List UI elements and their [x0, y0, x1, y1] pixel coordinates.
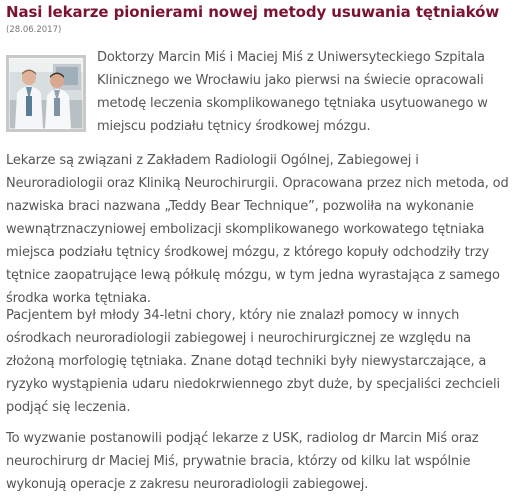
article-paragraph: Lekarze są związani z Zakładem Radiologii Ogólnej, Zabiegowej i Neuroradiologii oraz Kliniką Neurochirurgii. Opracowana przez nich metoda, od nazwiska braci nazwana „Teddy Bear Technique”, pozwoliła na wykonanie wewnątrznaczyniowej embolizacji skomplikowanego workowatego tętniaka miejsca podziału tętnicy środkowej mózgu, z którego kopuły odchodziły trzy tętnice zaopatrujące lewą półkulę mózgu, w tym jedna wyrastająca z samego środka worka tętniaka.	[6, 153, 509, 306]
article-intro: Doktorzy Marcin Miś i Maciej Miś z Uniwersyteckiego Szpitala Klinicznego we Wrocławiu jako pierwsi na świecie opracowali metodę leczenia skomplikowanego tętniaka usytuowanego w miejscu podziału tętnicy środkowej mózgu.	[97, 50, 488, 134]
article-photo	[6, 55, 86, 132]
article-date: (28.06.2017)	[6, 25, 62, 35]
article-title[interactable]: Nasi lekarze pionierami nowej metody usuwania tętniaków	[6, 3, 500, 21]
article-paragraph: To wyzwanie postanowili podjąć lekarze z USK, radiolog dr Marcin Miś oraz neurochirurg dr Maciej Miś, prywatnie bracia, którzy od kilku lat wspólnie wykonują operacje z zakresu neuroradiologii zabiegowej.	[6, 431, 479, 492]
article-paragraph: Pacjentem był młody 34-letni chory, który nie znalazł pomocy w innych ośrodkach neuroradiologii zabiegowej i neurochirurgicznej ze względu na złożoną morfologię tętniaka. Znane dotąd techniki były niewystarczające, a ryzyko wystąpienia udaru niedokrwiennego zbyt duże, by specjaliści zechcieli podjąć się leczenia.	[6, 308, 500, 415]
doctors-photo-image	[9, 58, 83, 129]
